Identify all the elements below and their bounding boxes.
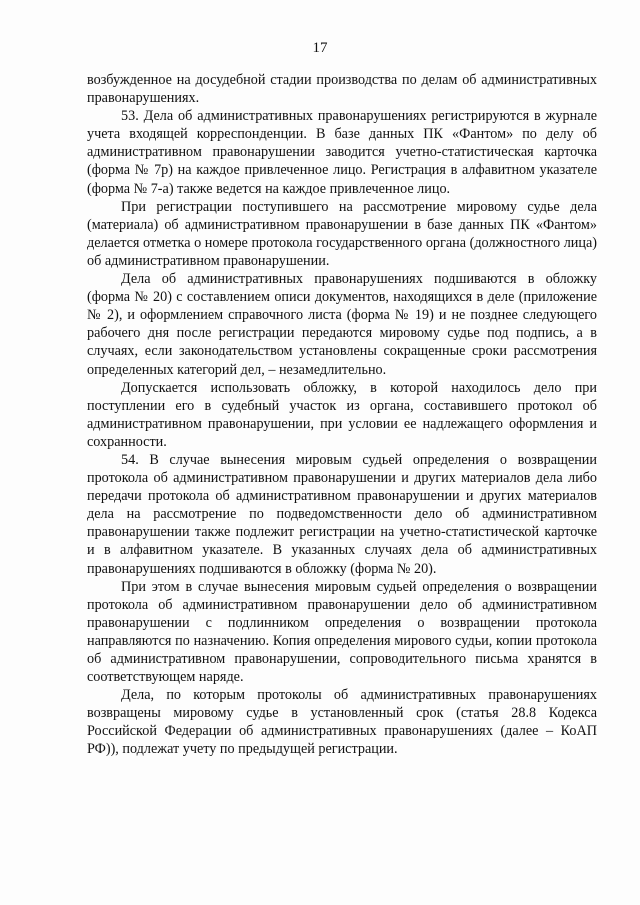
paragraph: Дела, по которым протоколы об административных правонарушениях возвращены мировому судье в установленный срок (статья 28.8 Кодекса Российской Федерации об административных правонарушениях (далее – КоАП РФ)), подлежат учету по предыдущей регистрации.: [87, 687, 597, 758]
paragraph: Допускается использовать обложку, в которой находилось дело при поступлении его в судебный участок из органа, составившего протокол об административном правонарушении, при условии ее надлежащего оформления и сохранности.: [87, 379, 597, 450]
paragraph: При регистрации поступившего на рассмотрение мировому судье дела (материала) об административном правонарушении в базе данных ПК «Фантом» делается отметка о номере протокола государственного органа (должностного лица) об административном правонарушении.: [87, 198, 597, 269]
paragraph: возбужденное на досудебной стадии производства по делам об административных правонарушениях.: [87, 72, 597, 107]
paragraph: 53. Дела об административных правонарушениях регистрируются в журнале учета входящей корреспонденции. В базе данных ПК «Фантом» по делу об административном правонарушении заводится учетно-статистическая карточка (форма № 7р) на каждое привлеченное лицо. Регистрация в алфавитном указателе (форма № 7-а) также ведется на каждое привлеченное лицо.: [87, 108, 597, 197]
paragraph: 54. В случае вынесения мировым судьей определения о возвращении протокола об административном правонарушении и других материалов дела либо передачи протокола об административном правонарушении и других материалов дела на рассмотрение по подведомственности дело об административном правонарушении также подлежит регистрации на учетно-статистической карточке и в алфавитном указателе. В указанных случаях дела об административных правонарушениях подшиваются в обложку (форма № 20).: [87, 451, 597, 577]
page-number: 17: [312, 40, 328, 56]
paragraph: При этом в случае вынесения мировым судьей определения о возвращении протокола об административном правонарушении дело об административном правонарушении с подлинником определения о возвращении протокола направляются по назначению. Копия определения мирового судьи, копии протокола об административном правонарушении, сопроводительного письма хранятся в соответствующем наряде.: [87, 578, 597, 686]
document-body: [87, 71, 597, 759]
paragraph: Дела об административных правонарушениях подшиваются в обложку (форма № 20) с составлением описи документов, находящихся в деле (приложение № 2), и оформлением справочного листа (форма № 19) и не позднее следующего рабочего дня после регистрации передаются мировому судье под подпись, а в случаях, если законодательством установлены сокращенные сроки рассмотрения определенных категорий дел, – незамедлительно.: [87, 271, 597, 378]
